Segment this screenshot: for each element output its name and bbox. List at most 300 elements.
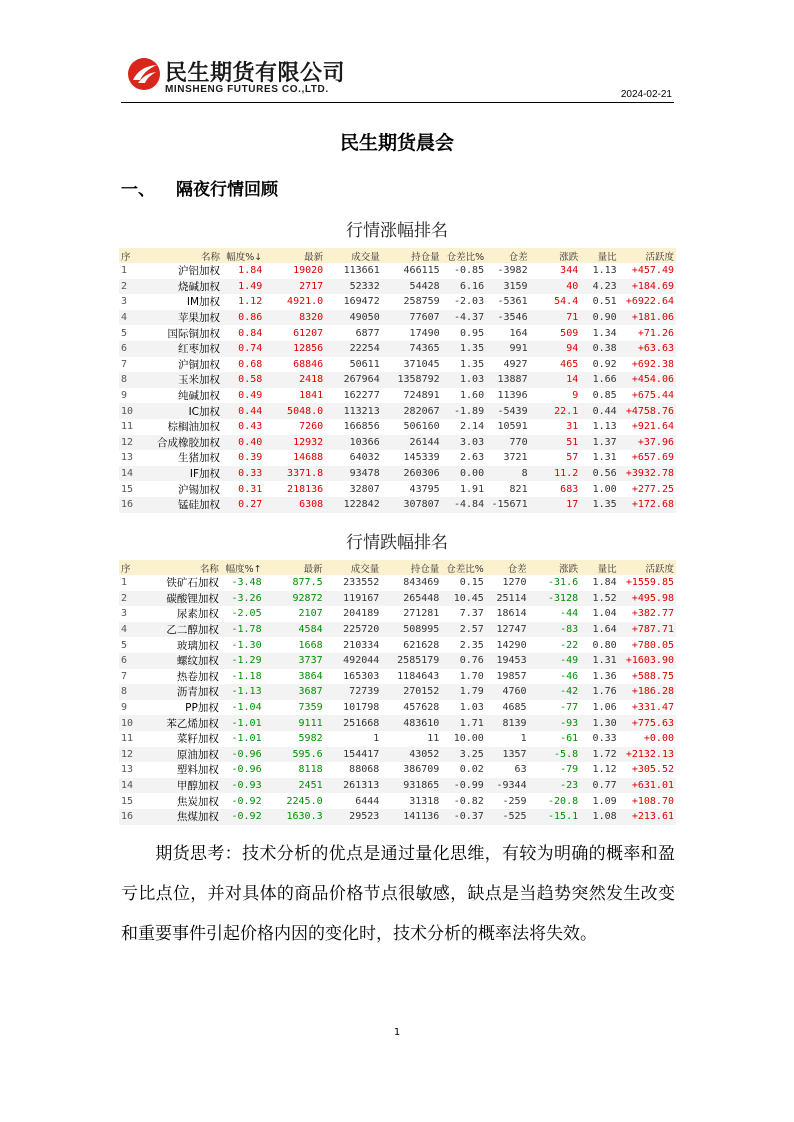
cell-open-interest: 386709 <box>403 764 440 776</box>
cell-change-pct: -1.78 <box>221 622 264 638</box>
cell-change-pct: -0.92 <box>221 809 264 825</box>
cell-volume: 233552 <box>343 577 380 589</box>
cell-open-interest: 43052 <box>381 747 441 763</box>
table-header-row <box>119 248 676 263</box>
cell-index: 4 <box>119 622 140 638</box>
table-row <box>119 263 676 279</box>
cell-change-pct: 0.86 <box>222 310 264 326</box>
cell-oi-change-pct: -0.85 <box>454 265 485 277</box>
cell-oi-change-pct: 3.25 <box>441 747 486 763</box>
cell-change-pct: 0.39 <box>238 452 263 464</box>
cell-oi-change: 4760 <box>486 684 529 700</box>
cell-oi-change-pct: 2.63 <box>460 452 485 464</box>
cell-activity: +4758.76 <box>619 403 676 419</box>
cell-index: 16 <box>119 809 140 825</box>
cell-volume: 50611 <box>349 358 380 370</box>
column-header-last-price: 最新 <box>264 248 325 263</box>
cell-volume-ratio: 0.33 <box>592 733 617 745</box>
cell-last-price: 4584 <box>264 622 325 638</box>
column-header-volume-ratio: 量比 <box>580 560 619 575</box>
table-row <box>119 731 676 747</box>
cell-oi-change: 1357 <box>486 747 529 763</box>
cell-open-interest: 843469 <box>403 577 440 589</box>
table-row <box>119 466 676 482</box>
cell-oi-change-pct: 0.15 <box>459 577 484 589</box>
page-header <box>121 52 674 103</box>
cell-index: 6 <box>119 341 140 357</box>
cell-oi-change: 19857 <box>496 670 527 682</box>
cell-activity: +2132.13 <box>619 747 676 763</box>
cell-name: 乙二醇加权 <box>140 622 221 638</box>
table-row <box>119 450 676 466</box>
column-header-oi-change: 仓差 <box>486 248 529 263</box>
cell-price-change: 40 <box>530 279 581 295</box>
cell-volume: 22254 <box>325 341 382 357</box>
cell-last-price: 877.5 <box>292 577 323 589</box>
cell-volume-ratio: 0.44 <box>580 403 618 419</box>
cell-oi-change: 8 <box>486 466 529 482</box>
cell-activity: +631.01 <box>619 778 676 794</box>
column-header-volume: 成交量 <box>325 560 382 575</box>
cell-name: 螺纹加权 <box>140 653 221 669</box>
cell-change-pct: 0.68 <box>238 358 263 370</box>
cell-volume-ratio: 1.09 <box>592 795 617 807</box>
cell-volume: 166856 <box>343 421 380 433</box>
cell-price-change: -46 <box>560 670 579 682</box>
column-header-change-pct: 幅度%↑ <box>221 560 264 575</box>
column-header-oi-change-pct: 仓差比% <box>441 560 486 575</box>
cell-open-interest: 145339 <box>403 452 440 464</box>
cell-last-price: 19020 <box>293 265 324 277</box>
company-name-en: MINSHENG FUTURES CO.,LTD. <box>165 84 329 95</box>
cell-index: 12 <box>119 747 140 763</box>
cell-activity: +6922.64 <box>625 296 674 308</box>
cell-volume: 162277 <box>343 390 380 402</box>
cell-change-pct: 0.33 <box>222 466 264 482</box>
cell-open-interest: 11 <box>427 733 440 745</box>
cell-volume: 119167 <box>325 591 382 607</box>
cell-volume: 113661 <box>343 265 380 277</box>
cell-change-pct: 0.31 <box>238 483 263 495</box>
cell-open-interest: 141136 <box>381 809 441 825</box>
cell-index: 10 <box>119 715 140 731</box>
cell-index: 5 <box>121 327 128 339</box>
cell-open-interest: 282067 <box>382 403 442 419</box>
cell-change-pct: 0.40 <box>222 435 264 451</box>
cell-price-change: 54.4 <box>554 296 579 308</box>
cell-oi-change: 12747 <box>486 622 529 638</box>
cell-last-price: 61207 <box>293 327 324 339</box>
cell-open-interest: 1358792 <box>382 372 442 388</box>
cell-price-change: 51 <box>530 435 581 451</box>
cell-oi-change: 3721 <box>503 452 528 464</box>
cell-oi-change-pct: 2.57 <box>441 622 486 638</box>
gainers-table <box>119 248 676 513</box>
column-header-volume: 成交量 <box>325 248 382 263</box>
cell-price-change: 683 <box>560 483 579 495</box>
cell-volume: 93478 <box>325 466 382 482</box>
column-header-activity: 活跃度 <box>619 248 676 263</box>
cell-volume: 169472 <box>343 296 380 308</box>
column-header-name: 名称 <box>140 560 221 575</box>
cell-volume-ratio: 0.51 <box>592 296 617 308</box>
cell-activity: +457.49 <box>631 265 674 277</box>
cell-index: 1 <box>121 265 128 277</box>
cell-name: 沪铜加权 <box>178 358 221 371</box>
cell-change-pct: -1.29 <box>221 653 264 669</box>
table-row <box>119 762 676 778</box>
cell-volume: 267964 <box>325 372 382 388</box>
losers-table-title: 行情跌幅排名 <box>346 533 448 553</box>
cell-volume-ratio: 0.77 <box>580 778 619 794</box>
cell-change-pct: -1.01 <box>221 715 264 731</box>
cell-volume: 210334 <box>343 639 380 651</box>
cell-oi-change-pct: 1.71 <box>441 715 486 731</box>
cell-volume: 6444 <box>355 795 380 807</box>
cell-open-interest: 265448 <box>381 591 441 607</box>
cell-open-interest: 1184643 <box>397 670 440 682</box>
column-header-index: 序 <box>119 248 140 263</box>
cell-index: 2 <box>119 591 140 607</box>
cell-oi-change-pct: -0.99 <box>441 778 486 794</box>
cell-name: 焦煤加权 <box>140 809 221 825</box>
cell-oi-change: 1 <box>520 733 527 745</box>
cell-name: IM加权 <box>186 296 221 309</box>
cell-activity: +775.63 <box>619 715 676 731</box>
cell-name: 沪锡加权 <box>178 483 221 496</box>
cell-last-price: 8320 <box>264 310 325 326</box>
cell-change-pct: 0.58 <box>222 372 264 388</box>
cell-activity: +3932.78 <box>619 466 676 482</box>
cell-volume-ratio: 1.72 <box>580 747 619 763</box>
cell-price-change: -44 <box>560 608 579 620</box>
cell-change-pct: 1.12 <box>238 296 263 308</box>
cell-name: 玉米加权 <box>140 372 222 388</box>
cell-activity: +495.98 <box>619 591 676 607</box>
cell-oi-change: -259 <box>502 795 527 807</box>
table-row <box>119 793 676 809</box>
table-row <box>119 403 676 419</box>
cell-activity: +277.25 <box>631 483 674 495</box>
cell-name: 菜籽加权 <box>176 733 219 746</box>
cell-change-pct: -1.13 <box>221 684 264 700</box>
cell-change-pct: 0.43 <box>238 421 263 433</box>
cell-name: 碳酸锂加权 <box>140 591 221 607</box>
cell-oi-change-pct: 1.35 <box>460 358 485 370</box>
cell-oi-change-pct: 1.35 <box>442 341 486 357</box>
cell-open-interest: 74365 <box>382 341 442 357</box>
cell-activity: +172.68 <box>619 497 676 513</box>
cell-volume-ratio: 1.08 <box>580 809 619 825</box>
cell-name: 甲醇加权 <box>140 778 221 794</box>
futures-commentary <box>121 834 675 954</box>
cell-volume: 72739 <box>325 684 382 700</box>
cell-name: 铁矿石加权 <box>166 577 219 590</box>
cell-change-pct: -0.93 <box>221 778 264 794</box>
cell-last-price: 1668 <box>298 639 323 651</box>
cell-last-price: 6308 <box>264 497 325 513</box>
cell-activity: +1603.90 <box>619 653 676 669</box>
cell-oi-change: 821 <box>509 483 528 495</box>
cell-price-change: -20.8 <box>548 795 579 807</box>
cell-last-price: 7260 <box>299 421 324 433</box>
cell-change-pct: -1.30 <box>231 639 262 651</box>
cell-volume-ratio: 1.37 <box>580 435 618 451</box>
gainers-table-title: 行情涨幅排名 <box>346 221 448 241</box>
cell-oi-change-pct: 0.95 <box>460 327 485 339</box>
cell-oi-change-pct: -0.82 <box>453 795 484 807</box>
cell-open-interest: 270152 <box>381 684 441 700</box>
cell-price-change: -5.8 <box>529 747 581 763</box>
cell-index: 15 <box>121 483 134 495</box>
cell-oi-change-pct: -4.84 <box>442 497 486 513</box>
cell-open-interest: 466115 <box>403 265 440 277</box>
cell-last-price: 4921.0 <box>287 296 324 308</box>
cell-price-change: -79 <box>560 764 579 776</box>
cell-volume-ratio: 1.13 <box>592 421 617 433</box>
cell-oi-change-pct: -2.03 <box>454 296 485 308</box>
cell-oi-change: -9344 <box>486 778 529 794</box>
cell-volume: 1 <box>373 733 380 745</box>
table-row <box>119 310 676 326</box>
column-header-price-change: 涨跌 <box>529 560 581 575</box>
table-row <box>119 622 676 638</box>
cell-index: 3 <box>121 296 128 308</box>
column-header-index: 序 <box>119 560 140 575</box>
column-header-activity: 活跃度 <box>619 560 676 575</box>
cell-price-change: -31.6 <box>548 577 579 589</box>
cell-volume-ratio: 1.06 <box>592 702 617 714</box>
cell-price-change: 31 <box>566 421 579 433</box>
cell-oi-change: 19453 <box>486 653 529 669</box>
table-row <box>119 715 676 731</box>
cell-oi-change-pct: 2.35 <box>459 639 484 651</box>
cell-activity: +0.00 <box>643 733 674 745</box>
cell-oi-change-pct: 7.37 <box>459 608 484 620</box>
cell-oi-change: 3159 <box>486 279 529 295</box>
cell-oi-change-pct: 1.91 <box>460 483 485 495</box>
cell-open-interest: 31318 <box>409 795 440 807</box>
cell-oi-change-pct: 0.00 <box>442 466 486 482</box>
cell-volume-ratio: 0.56 <box>580 466 618 482</box>
cell-volume: 101798 <box>343 702 380 714</box>
cell-index: 13 <box>121 452 134 464</box>
cell-price-change: 17 <box>530 497 581 513</box>
cell-name: 棕榈油加权 <box>167 421 221 434</box>
page-title: 民生期货晨会 <box>339 132 454 154</box>
cell-oi-change-pct: -1.89 <box>442 403 486 419</box>
cell-activity: +657.69 <box>631 452 674 464</box>
cell-change-pct: 1.49 <box>222 279 264 295</box>
table-row <box>119 809 676 825</box>
cell-last-price: 3737 <box>264 653 325 669</box>
cell-activity: +305.52 <box>631 764 674 776</box>
cell-index: 6 <box>119 653 140 669</box>
cell-index: 15 <box>121 795 134 807</box>
table-row <box>119 653 676 669</box>
cell-oi-change: -3546 <box>486 310 529 326</box>
cell-volume-ratio: 0.90 <box>580 310 618 326</box>
cell-price-change: -93 <box>529 715 581 731</box>
cell-index: 9 <box>121 390 128 402</box>
cell-change-pct: -0.96 <box>231 764 262 776</box>
cell-index: 8 <box>119 372 140 388</box>
cell-oi-change: 8139 <box>486 715 529 731</box>
cell-volume: 492044 <box>325 653 382 669</box>
cell-open-interest: 260306 <box>382 466 442 482</box>
cell-price-change: 94 <box>530 341 581 357</box>
cell-name: 原油加权 <box>140 747 221 763</box>
cell-index: 7 <box>121 358 128 370</box>
cell-oi-change: 10591 <box>497 421 528 433</box>
cell-oi-change-pct: 2.14 <box>460 421 485 433</box>
column-header-last-price: 最新 <box>264 560 325 575</box>
cell-open-interest: 621628 <box>403 639 440 651</box>
cell-change-pct: 0.74 <box>222 341 264 357</box>
cell-oi-change: -3982 <box>497 265 528 277</box>
cell-volume: 113213 <box>325 403 382 419</box>
cell-volume: 6877 <box>355 327 380 339</box>
cell-open-interest: 26144 <box>382 435 442 451</box>
section-heading <box>121 175 278 200</box>
cell-oi-change-pct: -0.37 <box>441 809 486 825</box>
cell-oi-change: 13887 <box>486 372 529 388</box>
cell-volume-ratio: 0.92 <box>592 358 617 370</box>
cell-open-interest: 508995 <box>381 622 441 638</box>
commentary-text: 期货思考：技术分析的优点是通过量化思维，有较为明确的概率和盈亏比点位，并对具体的商品价格节点很敏感，缺点是当趋势突然发生改变和重要事件引起价格内因的变化时，技术分析的概率法将失效。 <box>121 844 675 944</box>
cell-oi-change: 14290 <box>496 639 527 651</box>
cell-activity: +588.75 <box>631 670 674 682</box>
cell-oi-change-pct: -4.37 <box>442 310 486 326</box>
cell-change-pct: -3.48 <box>231 577 262 589</box>
cell-price-change: -42 <box>529 684 581 700</box>
cell-change-pct: 1.84 <box>238 265 263 277</box>
cell-activity: +331.47 <box>631 702 674 714</box>
cell-activity: +382.77 <box>631 608 674 620</box>
cell-change-pct: 0.44 <box>222 403 264 419</box>
cell-price-change: 14 <box>530 372 581 388</box>
cell-price-change: -15.1 <box>529 809 581 825</box>
cell-index: 2 <box>119 279 140 295</box>
report-date: 2024-02-21 <box>620 89 672 100</box>
cell-volume-ratio: 1.36 <box>592 670 617 682</box>
cell-name: IF加权 <box>140 466 222 482</box>
cell-oi-change-pct: 0.76 <box>441 653 486 669</box>
cell-oi-change: 770 <box>486 435 529 451</box>
table-row <box>119 684 676 700</box>
cell-volume-ratio: 0.80 <box>592 639 617 651</box>
cell-oi-change: -525 <box>486 809 529 825</box>
cell-last-price: 1841 <box>299 390 324 402</box>
cell-change-pct: -0.92 <box>231 795 262 807</box>
cell-volume-ratio: 1.30 <box>580 715 619 731</box>
cell-activity: +37.96 <box>619 435 676 451</box>
table-row <box>119 575 676 591</box>
cell-price-change: 57 <box>566 452 579 464</box>
cell-index: 11 <box>121 421 134 433</box>
page-number: 1 <box>393 1027 401 1038</box>
cell-volume-ratio: 1.00 <box>592 483 617 495</box>
cell-change-pct: -1.04 <box>231 702 262 714</box>
cell-index: 14 <box>119 466 140 482</box>
table-row <box>119 388 676 404</box>
cell-name: PP加权 <box>185 702 219 715</box>
column-header-change-pct: 幅度%↓ <box>222 248 264 263</box>
section-title: 隔夜行情回顾 <box>176 180 278 200</box>
cell-oi-change: 11396 <box>497 390 528 402</box>
cell-volume: 261313 <box>325 778 382 794</box>
cell-volume-ratio: 1.31 <box>592 452 617 464</box>
table-row <box>119 591 676 607</box>
cell-price-change: 11.2 <box>530 466 581 482</box>
cell-oi-change-pct: 0.02 <box>459 764 484 776</box>
cell-activity: +71.26 <box>637 327 674 339</box>
cell-price-change: -3128 <box>529 591 581 607</box>
cell-open-interest: 307807 <box>382 497 442 513</box>
cell-oi-change-pct: 1.03 <box>459 702 484 714</box>
cell-change-pct: 0.84 <box>238 327 263 339</box>
cell-index: 11 <box>121 733 134 745</box>
cell-open-interest: 457628 <box>403 702 440 714</box>
column-header-open-interest: 持仓量 <box>382 248 442 263</box>
cell-last-price: 3687 <box>264 684 325 700</box>
column-header-oi-change: 仓差 <box>486 560 529 575</box>
cell-activity: +787.71 <box>619 622 676 638</box>
cell-name: 烧碱加权 <box>140 279 222 295</box>
cell-index: 4 <box>119 310 140 326</box>
cell-index: 13 <box>121 764 134 776</box>
cell-index: 10 <box>119 403 140 419</box>
cell-last-price: 9111 <box>264 715 325 731</box>
cell-price-change: -22 <box>560 639 579 651</box>
cell-price-change: -83 <box>529 622 581 638</box>
column-header-volume-ratio: 量比 <box>580 248 618 263</box>
cell-volume: 251668 <box>325 715 382 731</box>
cell-price-change: -61 <box>560 733 579 745</box>
losers-table <box>119 560 676 825</box>
cell-volume-ratio: 1.66 <box>580 372 618 388</box>
cell-price-change: -23 <box>529 778 581 794</box>
table-row <box>119 279 676 295</box>
cell-open-interest: 258759 <box>403 296 440 308</box>
cell-last-price: 14688 <box>293 452 324 464</box>
cell-last-price: 12856 <box>264 341 325 357</box>
table-row <box>119 372 676 388</box>
cell-price-change: 22.1 <box>530 403 581 419</box>
cell-last-price: 595.6 <box>264 747 325 763</box>
cell-name: 焦炭加权 <box>176 795 219 808</box>
cell-name: 生猪加权 <box>178 452 221 465</box>
cell-activity: +675.44 <box>631 390 674 402</box>
cell-open-interest: 2585179 <box>381 653 441 669</box>
cell-name: 红枣加权 <box>140 341 222 357</box>
cell-name: 苯乙烯加权 <box>140 715 221 731</box>
table-row <box>119 669 676 685</box>
table-row <box>119 357 676 373</box>
cell-oi-change: 4927 <box>503 358 528 370</box>
cell-index: 14 <box>119 778 140 794</box>
cell-open-interest: 931865 <box>381 778 441 794</box>
cell-activity: +780.05 <box>631 639 674 651</box>
cell-volume-ratio: 0.85 <box>592 390 617 402</box>
cell-activity: +454.06 <box>619 372 676 388</box>
cell-activity: +1559.85 <box>625 577 674 589</box>
cell-volume-ratio: 1.64 <box>580 622 619 638</box>
cell-last-price: 8118 <box>298 764 323 776</box>
company-name-cn: 民生期货有限公司 <box>165 61 346 86</box>
table-row <box>119 481 676 497</box>
cell-last-price: 7359 <box>298 702 323 714</box>
